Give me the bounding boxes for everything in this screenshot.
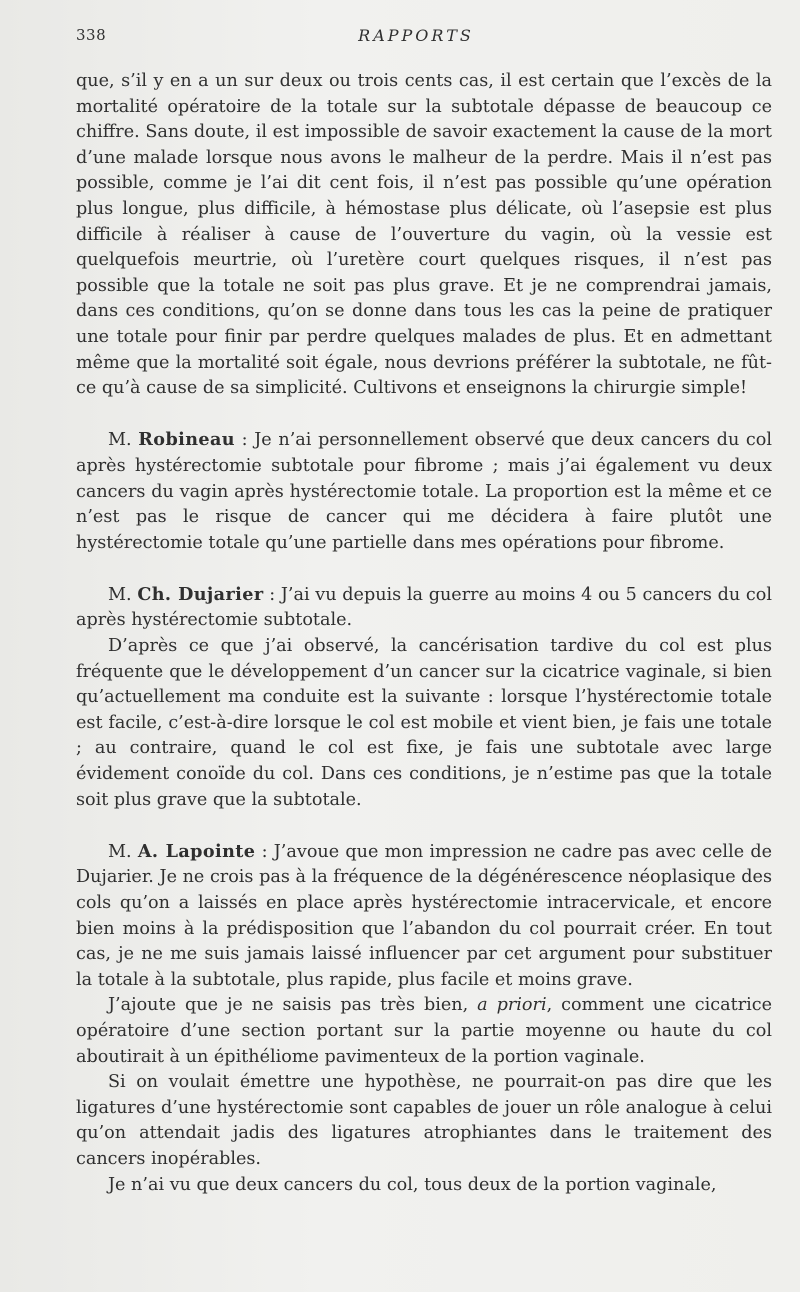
speaker-dujarier: Ch. Dujarier xyxy=(137,583,264,605)
a-priori-after: , comment une cicatrice opératoire d’une section portant sur la partie moyenne ou haute du col aboutirait à un épithéliome pavimenteux de la portion vaginale. xyxy=(76,995,772,1067)
lapointe-statement: : J’avoue que mon impression ne cadre pas avec celle de Dujarier. Je ne crois pas à la fréquence de la dégénérescence néoplasique des cols qu’on a laissés en place après hystérectomie intracervicale, et encore bien moins à la prédisposition que l’abandon du col pourrait créer. En tout cas, je ne me suis jamais laissé influencer par cet argument pour substituer la totale à la subtotale, plus rapide, plus facile et moins grave. xyxy=(76,841,772,990)
speaker-prefix: M. xyxy=(108,584,132,605)
page-number: 338 xyxy=(76,26,107,44)
page-header xyxy=(76,26,770,50)
speaker-prefix: M. xyxy=(108,841,132,862)
robineau-statement: : Je n’ai personnellement observé que deux cancers du col après hystérectomie subtotale pour fibrome ; mais j’ai également vu deux cancers du vagin après hystérectomie totale. La proportion est la même et ce n’est pas le risque de cancer qui me décidera à faire plutôt une hystérectomie totale qu’une partielle dans mes opérations pour fibrome. xyxy=(76,430,773,553)
paragraph-final: Je n’ai vu que deux cancers du col, tous deux de la portion vaginale, xyxy=(108,1174,717,1195)
paragraph-robineau xyxy=(76,427,772,556)
a-priori-before: J’ajoute que je ne saisis pas très bien, xyxy=(108,995,478,1016)
paragraph-hypothesis: Si on voulait émettre une hypothèse, ne pourrait-on pas dire que les ligatures d’une hystérectomie sont capables de jouer un rôle analogue à celui qu’on attendait jadis des ligatures atrophiantes dans le traitement des cancers inopérables. xyxy=(76,1072,772,1169)
paragraph-a-priori xyxy=(76,993,772,1070)
running-title: RAPPORTS xyxy=(358,26,474,45)
paragraph-mortality: que, s’il y en a un sur deux ou trois cents cas, il est certain que l’excès de la mortalité opératoire de la totale sur la subtotale dépasse de beaucoup ce chiffre. Sans doute, il est impossible de savoir exactement la cause de la mort d’une malade lorsque nous avons le malheur de la perdre. Mais il n’est pas possible, comme je l’ai dit cent fois, il n’est pas possible qu’une opération plus longue, plus difficile, à hémostase plus délicate, où l’asepsie est plus difficile à réaliser à cause de l’ouverture du vagin, où la vessie est quelquefois meurtrie, où l’uretère court quelques risques, il n’est pas possible que la totale ne soit pas plus grave. Et je ne comprendrai jamais, dans ces conditions, qu’on se donne dans tous les cas la peine de pratiquer une totale pour finir par perdre quelques malades de plus. Et en admettant même que la mortalité soit égale, nous devrions préférer la subtotale, ne fût-ce qu’à cause de sa simplicité. Cultivons et enseignons la chirurgie simple! xyxy=(76,71,772,399)
paragraph-dujarier xyxy=(76,582,772,634)
body-text xyxy=(76,69,772,1198)
speaker-robineau: Robineau xyxy=(138,429,235,451)
speaker-prefix: M. xyxy=(108,430,132,451)
paragraph-lapointe xyxy=(76,839,772,994)
paragraph-dujarier-conduct: D’après ce que j’ai observé, la cancérisation tardive du col est plus fréquente que le développement d’un cancer sur la cicatrice vaginale, si bien qu’actuellement ma conduite est la suivante : lorsque l’hystérectomie totale est facile, c’est-à-dire lorsque le col est mobile et vient bien, je fais une totale ; au contraire, quand le col est fixe, je fais une subtotale avec large évidement conoïde du col. Dans ces conditions, je n’estime pas que la totale soit plus grave que la subtotale. xyxy=(76,636,772,810)
a-priori-italic: a priori xyxy=(477,995,547,1016)
dujarier-statement: : J’ai vu depuis la guerre au moins 4 ou 5 cancers du col après hystérectomie subtotale. xyxy=(76,584,772,631)
speaker-lapointe: A. Lapointe xyxy=(137,840,256,862)
